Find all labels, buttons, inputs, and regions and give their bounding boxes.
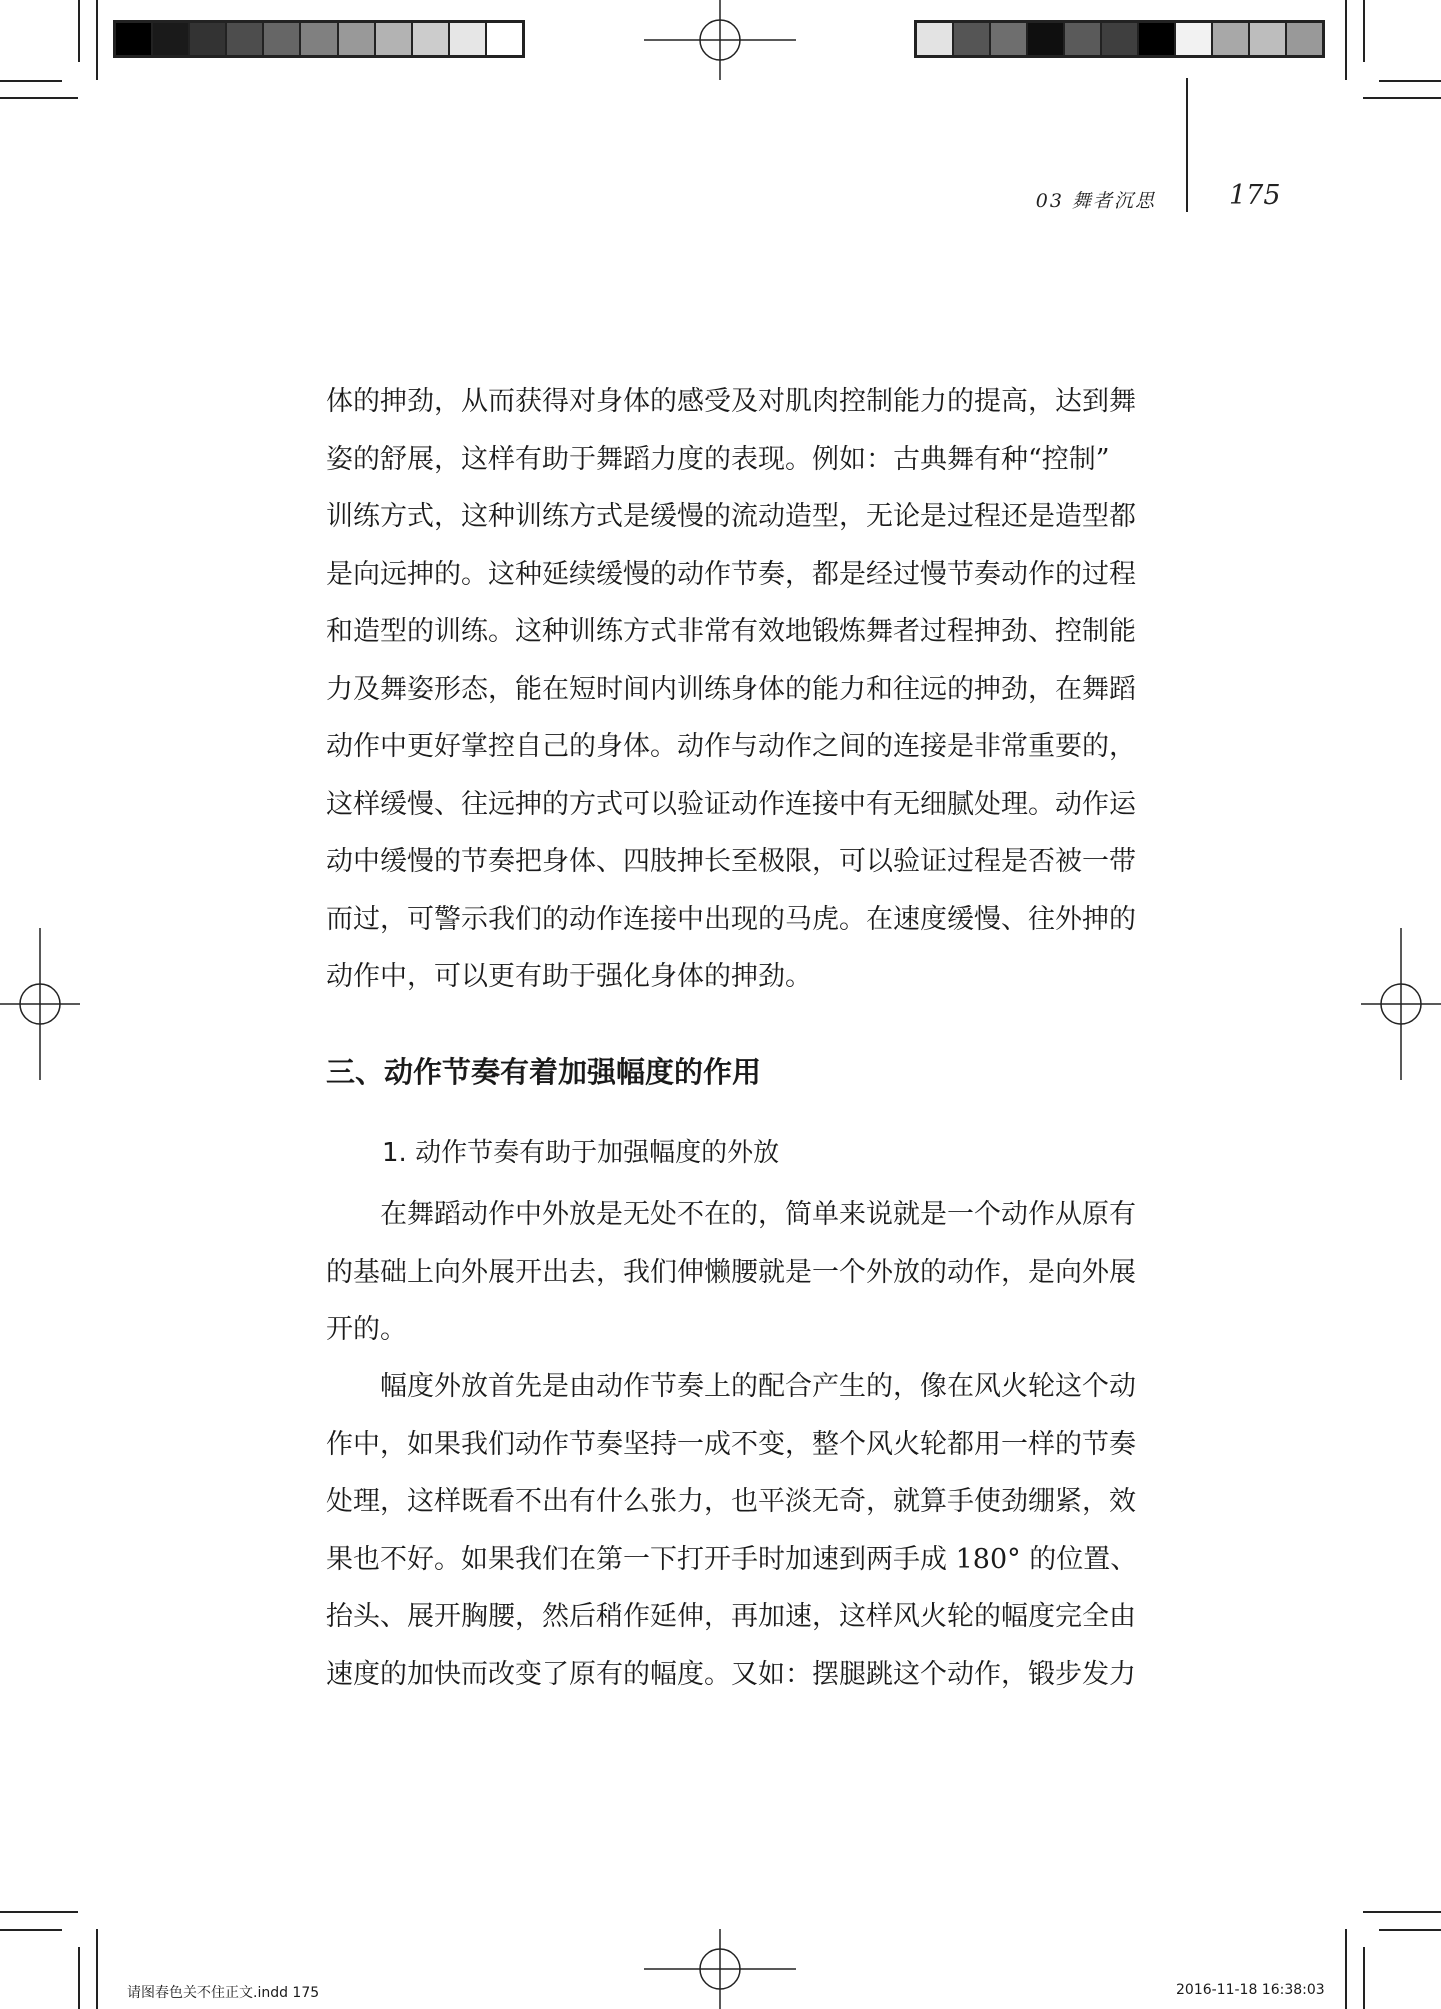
paragraph-1 — [326, 373, 1156, 1006]
color-swatch — [339, 23, 376, 55]
section-heading: 三、动作节奏有着加强幅度的作用 — [326, 1055, 762, 1089]
color-swatch — [227, 23, 264, 55]
color-swatch — [1139, 23, 1176, 55]
header-divider — [1186, 78, 1188, 212]
text-line: 开的。 — [326, 1314, 407, 1345]
text-line: 在舞蹈动作中外放是无处不在的，简单来说就是一个动作从原有 — [380, 1199, 1136, 1230]
text-line: 作中，如果我们动作节奏坚持一成不变，整个风火轮都用一样的节奏 — [326, 1428, 1136, 1460]
color-swatch — [1028, 23, 1065, 55]
text-line: 动作中更好掌控自己的身体。动作与动作之间的连接是非常重要的， — [326, 731, 1136, 762]
color-swatch — [1213, 23, 1250, 55]
crop-mark — [96, 0, 98, 80]
crop-mark — [1379, 80, 1441, 82]
text-line: 而过，可警示我们的动作连接中出现的马虎。在速度缓慢、往外抻的 — [326, 903, 1136, 935]
text-line: 和造型的训练。这种训练方式非常有效地锻炼舞者过程抻劲、控制能 — [326, 616, 1136, 647]
color-swatch — [1250, 23, 1287, 55]
print-timestamp: 2016-11-18 16:38:03 — [1176, 1982, 1325, 1998]
text-line: 的基础上向外展开出去，我们伸懒腰就是一个外放的动作，是向外展 — [326, 1256, 1136, 1288]
color-swatch — [264, 23, 301, 55]
crop-mark — [0, 1929, 62, 1931]
color-swatch — [116, 23, 153, 55]
crop-mark — [78, 1947, 80, 2009]
crop-mark — [1363, 1947, 1365, 2009]
text-line: 幅度外放首先是由动作节奏上的配合产生的，像在风火轮这个动 — [380, 1371, 1136, 1402]
text-line: 训练方式，这种训练方式是缓慢的流动造型，无论是过程还是造型都 — [326, 501, 1136, 532]
registration-mark-top — [644, 0, 796, 100]
registration-mark-right — [1361, 928, 1441, 1080]
color-swatch — [1287, 23, 1322, 55]
text-line: 是向远抻的。这种延续缓慢的动作节奏，都是经过慢节奏动作的过程 — [326, 558, 1136, 590]
crop-mark — [1363, 97, 1441, 99]
text-line: 体的抻劲，从而获得对身体的感受及对肌肉控制能力的提高，达到舞 — [326, 386, 1136, 417]
color-swatch — [1102, 23, 1139, 55]
crop-mark — [1345, 0, 1347, 80]
text-line: 力及舞姿形态，能在短时间内训练身体的能力和往远的抻劲，在舞蹈 — [326, 673, 1136, 705]
text-line: 速度的加快而改变了原有的幅度。又如：摆腿跳这个动作，锻步发力 — [326, 1658, 1136, 1690]
crop-mark — [96, 1929, 98, 2009]
paragraph-2 — [326, 1186, 1156, 1359]
color-swatch — [301, 23, 338, 55]
color-swatch — [991, 23, 1028, 55]
crop-mark — [0, 97, 78, 99]
color-swatch — [1065, 23, 1102, 55]
color-swatch — [487, 23, 522, 55]
subsection-heading: 1. 动作节奏有助于加强幅度的外放 — [382, 1138, 780, 1168]
color-swatch — [190, 23, 227, 55]
color-swatch — [376, 23, 413, 55]
text-line: 动作中，可以更有助于强化身体的抻劲。 — [326, 961, 812, 992]
file-info: 请图春色关不住正文.indd 175 — [127, 1985, 320, 2001]
color-swatch — [917, 23, 954, 55]
color-swatch — [1176, 23, 1213, 55]
color-calibration-bar-right — [914, 20, 1325, 58]
text-line: 果也不好。如果我们在第一下打开手时加速到两手成 180° 的位置、 — [326, 1543, 1138, 1575]
color-swatch — [153, 23, 190, 55]
crop-mark — [1363, 0, 1365, 62]
color-calibration-bar-left — [113, 20, 525, 58]
crop-mark — [1379, 1929, 1441, 1931]
running-head: 03 舞者沉思 — [1035, 190, 1156, 212]
crop-mark — [78, 0, 80, 62]
crop-mark — [0, 1911, 78, 1913]
color-swatch — [954, 23, 991, 55]
registration-mark-left — [0, 928, 80, 1080]
crop-mark — [1345, 1929, 1347, 2009]
page-number: 175 — [1229, 180, 1281, 211]
text-line: 动中缓慢的节奏把身体、四肢抻长至极限，可以验证过程是否被一带 — [326, 846, 1136, 877]
color-swatch — [413, 23, 450, 55]
registration-mark-bottom — [644, 1929, 796, 2009]
crop-mark — [1363, 1911, 1441, 1913]
text-line: 处理，这样既看不出有什么张力，也平淡无奇，就算手使劲绷紧，效 — [326, 1486, 1136, 1517]
text-line: 这样缓慢、往远抻的方式可以验证动作连接中有无细腻处理。动作运 — [326, 788, 1136, 820]
color-swatch — [450, 23, 487, 55]
text-line: 姿的舒展，这样有助于舞蹈力度的表现。例如：古典舞有种“控制” — [326, 443, 1110, 475]
paragraph-3 — [326, 1358, 1156, 1703]
crop-mark — [0, 80, 62, 82]
text-line: 抬头、展开胸腰，然后稍作延伸，再加速，这样风火轮的幅度完全由 — [326, 1601, 1136, 1632]
